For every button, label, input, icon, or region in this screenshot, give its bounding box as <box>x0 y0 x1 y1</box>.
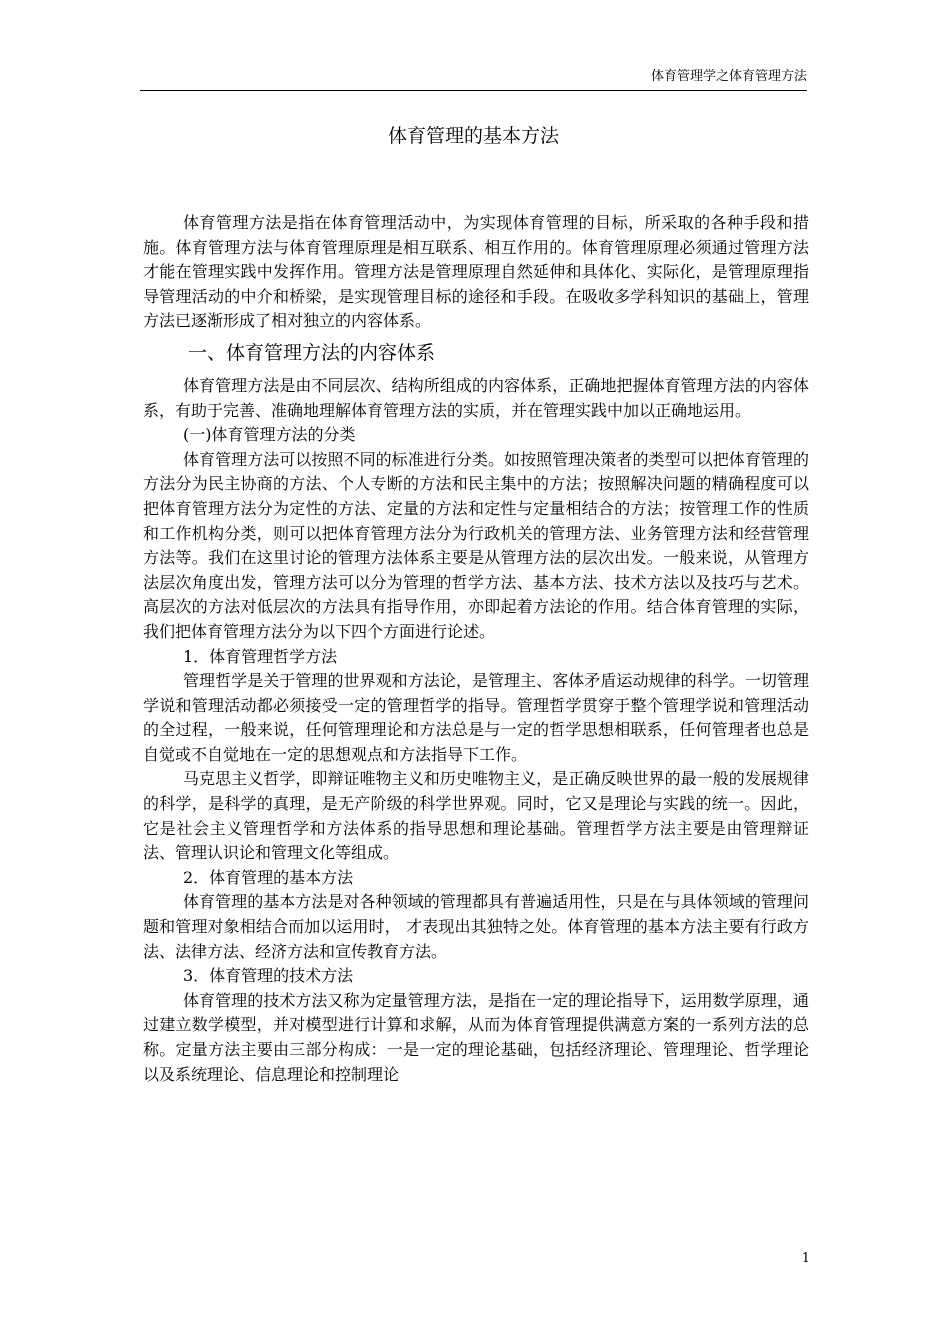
running-header: 体育管理学之体育管理方法 <box>650 69 807 84</box>
item-heading-basic-method: 2．体育管理的基本方法 <box>183 867 354 887</box>
philosophy-paragraph-1: 管理哲学是关于管理的世界观和方法论，是管理主、客体矛盾运动规律的科学。一切管理学说和管理活动都必须接受一定的管理哲学的指导。管理哲学贯穿于整个管理学说和管理活动的全过程，一般来说，任何管理理论和方法总是与一定的哲学思想相联系，任何管理者也总是自觉或不自觉地在一定的思想观点和方法指导下工作。 <box>143 671 809 764</box>
technical-method-paragraph: 体育管理的技术方法又称为定量管理方法，是指在一定的理论指导下，运用数学原理，通过建立数学模型，并对模型进行计算和求解，从而为体育管理提供满意方案的一系列方法的总称。定量方法主要由三部分构成：一是一定的理论基础，包括经济理论、管理理论、哲学理论以及系统理论、信息理论和控制理论 <box>143 990 809 1084</box>
basic-method-paragraph: 体育管理的基本方法是对各种领域的管理都具有普遍适用性，只是在与具体领域的管理问题和管理对象相结合而加以运用时， 才表现出其独特之处。体育管理的基本方法主要有行政方法、法律方法、经济方法和宣传教育方法。 <box>143 892 809 961</box>
philosophy-paragraph-2: 马克思主义哲学，即辩证唯物主义和历史唯物主义，是正确反映世界的最一般的发展规律的科学，是科学的真理，是无产阶级的科学世界观。同时，它又是理论与实践的统一。因此，它是社会主义管理哲学和方法体系的指导思想和理论基础。管理哲学方法主要是由管理辩证法、管理认识论和管理文化等组成。 <box>143 769 809 863</box>
subsection-heading-classification: (一)体育管理方法的分类 <box>183 425 356 445</box>
item-heading-philosophy-method: 1．体育管理哲学方法 <box>183 646 338 666</box>
section1-paragraph: 体育管理方法是由不同层次、结构所组成的内容体系，正确地把握体育管理方法的内容体系，有助于完善、准确地理解体育管理方法的实质，并在管理实践中加以正确地运用。 <box>143 375 809 420</box>
document-title: 体育管理的基本方法 <box>387 125 559 147</box>
document-body <box>143 211 809 1087</box>
item-heading-technical-method: 3．体育管理的技术方法 <box>183 966 354 986</box>
section-heading-content-system: 一、体育管理方法的内容体系 <box>188 341 436 364</box>
header-rule <box>140 90 807 91</box>
intro-paragraph: 体育管理方法是指在体育管理活动中，为实现体育管理的目标，所采取的各种手段和措施。体育管理方法与体育管理原理是相互联系、相互作用的。体育管理原理必须通过管理方法才能在管理实践中发挥作用。管理方法是管理原理自然延伸和具体化、实际化，是管理原理指导管理活动的中介和桥梁，是实现管理目标的途径和手段。在吸收多学科知识的基础上，管理方法已逐渐形成了相对独立的内容体系。 <box>143 213 809 331</box>
page-number: 1 <box>801 1251 810 1266</box>
classification-paragraph: 体育管理方法可以按照不同的标准进行分类。如按照管理决策者的类型可以把体育管理的方法分为民主协商的方法、个人专断的方法和民主集中的方法；按照解决问题的精确程度可以把体育管理方法分为定性的方法、定量的方法和定性与定量相结合的方法；按管理工作的性质和工作机构分类，则可以把体育管理方法分为行政机关的管理方法、业务管理方法和经营管理方法等。我们在这里讨论的管理方法体系主要是从管理方法的层次出发。一般来说，从管理方法层次角度出发，管理方法可以分为管理的哲学方法、基本方法、技术方法以及技巧与艺术。高层次的方法对低层次的方法具有指导作用，亦即起着方法论的作用。结合体育管理的实际，我们把体育管理方法分为以下四个方面进行论述。 <box>143 449 809 641</box>
